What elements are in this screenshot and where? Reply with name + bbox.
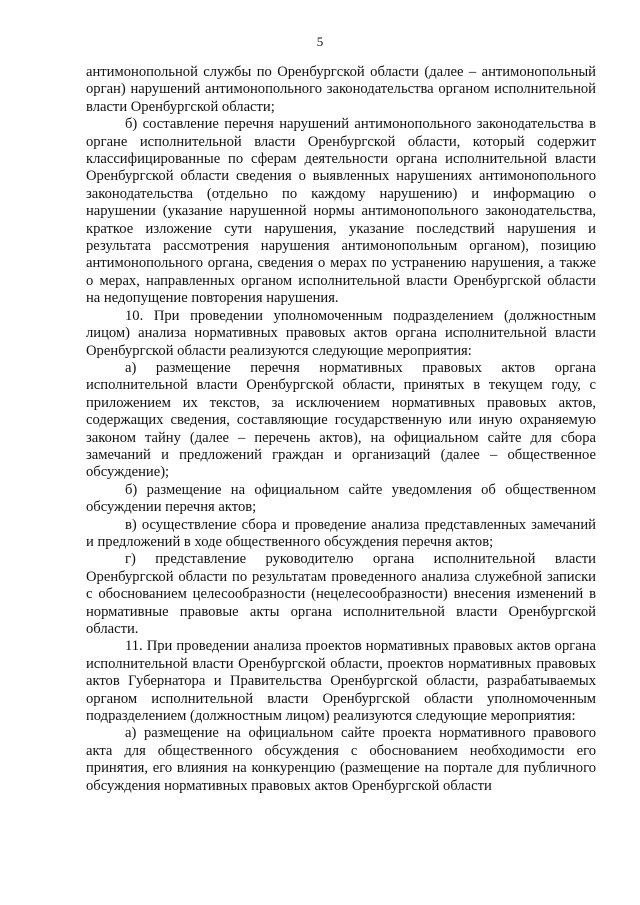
paragraph-11: 11. При проведении анализа проектов нормативных правовых актов органа исполнительной власти Оренбургской области, проектов нормативных правовых актов Губернатора и Правительства Оренбургской области, разрабатываемых органом исполнительной власти Оренбургской области уполномоченным подразделением (должностным лицом) реализуются следующие мероприятия: [86,638,596,725]
document-body [86,64,596,795]
page-number: 5 [316,34,324,49]
paragraph-10g: г) представление руководителю органа исполнительной власти Оренбургской области по результатам проведенного анализа служебной записки с обоснованием целесообразности (нецелесообразности) внесения изменений в нормативные правовые акты органа исполнительной власти Оренбургской области. [86,551,596,637]
paragraph-10a: а) размещение перечня нормативных правовых актов органа исполнительной власти Оренбургской области, принятых в текущем году, с приложением их текстов, за исключением нормативных правовых актов, содержащих сведения, составляющие государственную или иную охраняемую законом тайну (далее – перечень актов), на официальном сайте для сбора замечаний и предложений граждан и организаций (далее – общественное обсуждение); [86,359,596,481]
paragraph-10b: б) размещение на официальном сайте уведомления об общественном обсуждении перечня актов; [86,481,596,516]
paragraph-11a: а) размещение на официальном сайте проекта нормативного правового акта для общественного обсуждения с обоснованием необходимости его принятия, его влияния на конкуренцию (размещение на портале для публичного обсуждения нормативных правовых актов Оренбургской области [86,725,596,794]
paragraph-continuation: антимонопольной службы по Оренбургской области (далее – антимонопольный орган) нарушений антимонопольного законодательства органом исполнительной власти Оренбургской области; [86,64,596,115]
paragraph-10v: в) осуществление сбора и проведение анализа представленных замечаний и предложений в ходе общественного обсуждения перечня актов; [86,516,596,550]
paragraph-10: 10. При проведении уполномоченным подразделением (должностным лицом) анализа нормативных правовых актов органа исполнительной власти Оренбургской области реализуются следующие мероприятия: [86,307,596,359]
paragraph-9b: б) составление перечня нарушений антимонопольного законодательства в органе исполнительной власти Оренбургской области, который содержит классифицированные по сферам деятельности органа исполнительной власти Оренбургской области сведения о выявленных нарушениях антимонопольного законодательства (отдельно по каждому нарушению) и информацию о нарушении (указание нарушенной нормы антимонопольного законодательства, краткое изложение сути нарушения, указание последствий нарушения и результата рассмотрения нарушения антимонопольным органом), позицию антимонопольного органа, сведения о мерах по устранению нарушения, а также о мерах, направленных органом исполнительной власти Оренбургской области на недопущение повторения нарушения. [86,116,596,307]
